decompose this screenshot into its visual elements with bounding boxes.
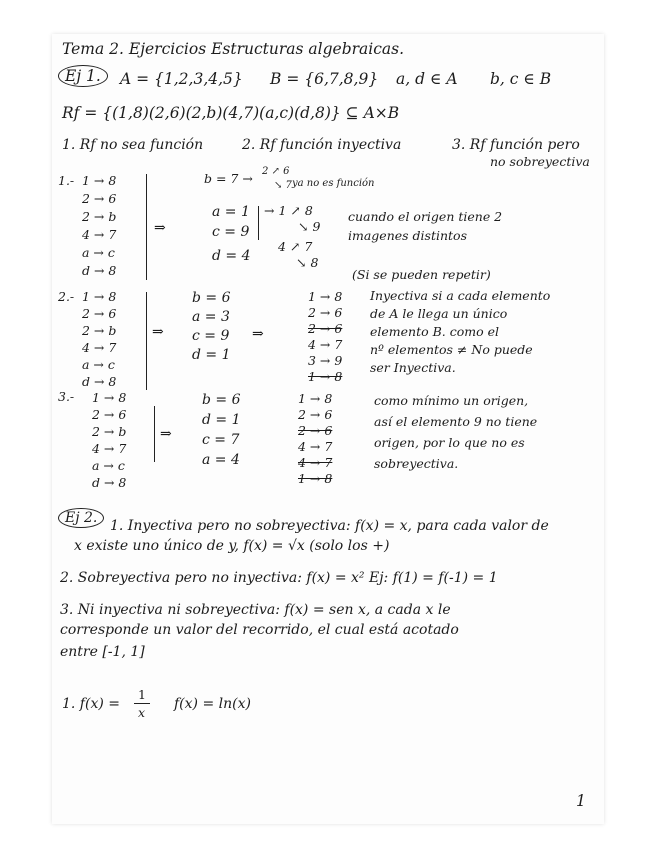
part-2-map-3: 4 → 7 — [82, 340, 117, 355]
part-1-ac-note: cuando el origen tiene 2 — [348, 209, 503, 224]
part-1-implies: ⇒ — [154, 220, 166, 236]
part-3-note-2: origen, por lo que no es — [374, 435, 525, 450]
exercise-1-label: Ej 1. — [58, 65, 108, 87]
part-2-note-3: nº elementos ≠ No puede — [370, 342, 533, 357]
part-3-result-1: 2 → 6 — [298, 407, 333, 422]
part-3-note-0: como mínimo un origen, — [374, 393, 529, 408]
part-1-map-5: d → 8 — [82, 263, 117, 278]
part-3-result-0: 1 → 8 — [298, 391, 333, 406]
ej2-extra-f1: 1. f(x) = — [62, 696, 120, 712]
part-2-val-1: a = 3 — [192, 309, 230, 325]
part-1-map-3: 4 → 7 — [82, 227, 117, 242]
question-1: 1. Rf no sea función — [62, 137, 204, 153]
part-3-result-5: 1 → 8 — [298, 471, 333, 486]
a-d-membership: a, d ∈ A — [396, 70, 458, 88]
b-c-membership: b, c ∈ B — [490, 70, 552, 88]
part-2-result-3: 4 → 7 — [308, 337, 343, 352]
part-3-note-3: sobreyectiva. — [374, 456, 459, 471]
ej2-line-4: 3. Ni inyectiva ni sobreyectiva: f(x) = sen x, a cada x le — [60, 602, 451, 618]
part-1-ac-brace — [258, 206, 263, 240]
part-3-result-3: 4 → 7 — [298, 439, 333, 454]
part-2-note-2: elemento B. como el — [370, 324, 500, 339]
part-1-d-eq: d = 4 — [212, 248, 251, 264]
part-3-map-2: 2 → b — [92, 424, 127, 439]
part-2-map-4: a → c — [82, 357, 115, 372]
part-2-map-2: 2 → b — [82, 323, 117, 338]
part-2-brace — [142, 292, 147, 390]
part-1-b-line: b = 7 → — [204, 171, 253, 186]
part-3-val-3: a = 4 — [202, 452, 240, 468]
part-3-note-1: así el elemento 9 no tiene — [374, 414, 538, 429]
part-1-map-1: 2 → 6 — [82, 191, 117, 206]
set-a: A = {1,2,3,4,5} — [120, 70, 243, 88]
part-2-note-1: de A le llega un único — [370, 306, 508, 321]
part-2-number: 2.- — [58, 289, 75, 304]
part-1-brace — [142, 174, 147, 280]
ej2-extra-f2: f(x) = ln(x) — [174, 696, 251, 712]
part-1-d-branch-bot: ↘ 8 — [296, 255, 319, 270]
question-2: 2. Rf función inyectiva — [242, 137, 402, 153]
part-1-ac-branch: → 1 ↗ 8 — [264, 203, 313, 218]
part-3-brace — [150, 406, 155, 462]
ej2-extra-numerator: 1 — [138, 687, 146, 702]
ej2-line-1: 1. Inyectiva pero no sobreyectiva: f(x) = x, para cada valor de — [110, 518, 549, 534]
part-1-map-0: 1 → 8 — [82, 173, 117, 188]
part-3-map-4: a → c — [92, 458, 125, 473]
part-2-result-0: 1 → 8 — [308, 289, 343, 304]
part-1-b-branch-bot: ↘ 7 — [274, 180, 292, 191]
part-3-map-3: 4 → 7 — [92, 441, 127, 456]
part-2-map-1: 2 → 6 — [82, 306, 117, 321]
part-3-val-0: b = 6 — [202, 392, 241, 408]
exercise-2-label: Ej 2. — [58, 508, 104, 528]
part-1-map-2: 2 → b — [82, 209, 117, 224]
part-1-b-note: ya no es función — [292, 178, 375, 189]
exercise-2-label-wrap — [58, 510, 104, 526]
ej2-line-5: corresponde un valor del recorrido, el cual está acotado — [60, 622, 459, 638]
part-2-implies-2: ⇒ — [252, 326, 264, 342]
part-2-map-5: d → 8 — [82, 374, 117, 389]
part-2-implies: ⇒ — [152, 324, 164, 340]
part-1-ac-branch-bot: ↘ 9 — [298, 219, 321, 234]
part-1-map-4: a → c — [82, 245, 115, 260]
part-2-val-0: b = 6 — [192, 290, 231, 306]
ej2-line-2: x existe uno único de y, f(x) = √x (solo los +) — [74, 538, 390, 554]
fraction-bar — [134, 703, 150, 704]
part-3-result-2: 2 → 6 — [298, 423, 333, 438]
ej2-line-6: entre [-1, 1] — [60, 644, 145, 660]
part-1-aside: (Si se pueden repetir) — [352, 267, 491, 282]
part-2-result-4: 3 → 9 — [308, 353, 343, 368]
part-1-a-eq: a = 1 — [212, 204, 250, 220]
part-1-b-branch-top: 2 ↗ 6 — [262, 166, 290, 177]
part-3-implies: ⇒ — [160, 426, 172, 442]
question-3: 3. Rf función pero — [452, 137, 580, 153]
question-3-cont: no sobreyectiva — [490, 154, 590, 169]
part-3-result-4: 4 → 7 — [298, 455, 333, 470]
set-b: B = {6,7,8,9} — [270, 70, 379, 88]
part-1-c-eq: c = 9 — [212, 224, 250, 240]
page-title: Tema 2. Ejercicios Estructuras algebraicas. — [62, 40, 405, 58]
ej2-line-3: 2. Sobreyectiva pero no inyectiva: f(x) = x² Ej: f(1) = f(-1) = 1 — [60, 570, 498, 586]
part-1-number: 1.- — [58, 173, 75, 188]
part-3-val-2: c = 7 — [202, 432, 240, 448]
part-2-note-0: Inyectiva si a cada elemento — [370, 288, 551, 303]
part-2-note-4: ser Inyectiva. — [370, 360, 456, 375]
part-2-val-3: d = 1 — [192, 347, 231, 363]
part-2-map-0: 1 → 8 — [82, 289, 117, 304]
part-1-ac-note-2: imagenes distintos — [348, 228, 467, 243]
part-2-val-2: c = 9 — [192, 328, 230, 344]
part-2-result-2: 2 → 6 — [308, 321, 343, 336]
page-number: 1 — [576, 792, 586, 810]
part-1-d-branch: 4 ↗ 7 — [278, 239, 313, 254]
part-3-map-0: 1 → 8 — [92, 390, 127, 405]
part-3-map-5: d → 8 — [92, 475, 127, 490]
ej2-extra-denominator: x — [138, 705, 146, 720]
part-3-val-1: d = 1 — [202, 412, 241, 428]
relation-rf: Rf = {(1,8)(2,6)(2,b)(4,7)(a,c)(d,8)} ⊆ A×B — [62, 104, 400, 122]
exercise-1-label-wrap — [58, 67, 108, 85]
part-2-result-1: 2 → 6 — [308, 305, 343, 320]
part-3-number: 3.- — [58, 389, 75, 404]
part-3-map-1: 2 → 6 — [92, 407, 127, 422]
part-2-result-5: 1 → 8 — [308, 369, 343, 384]
notebook-page — [52, 34, 604, 824]
